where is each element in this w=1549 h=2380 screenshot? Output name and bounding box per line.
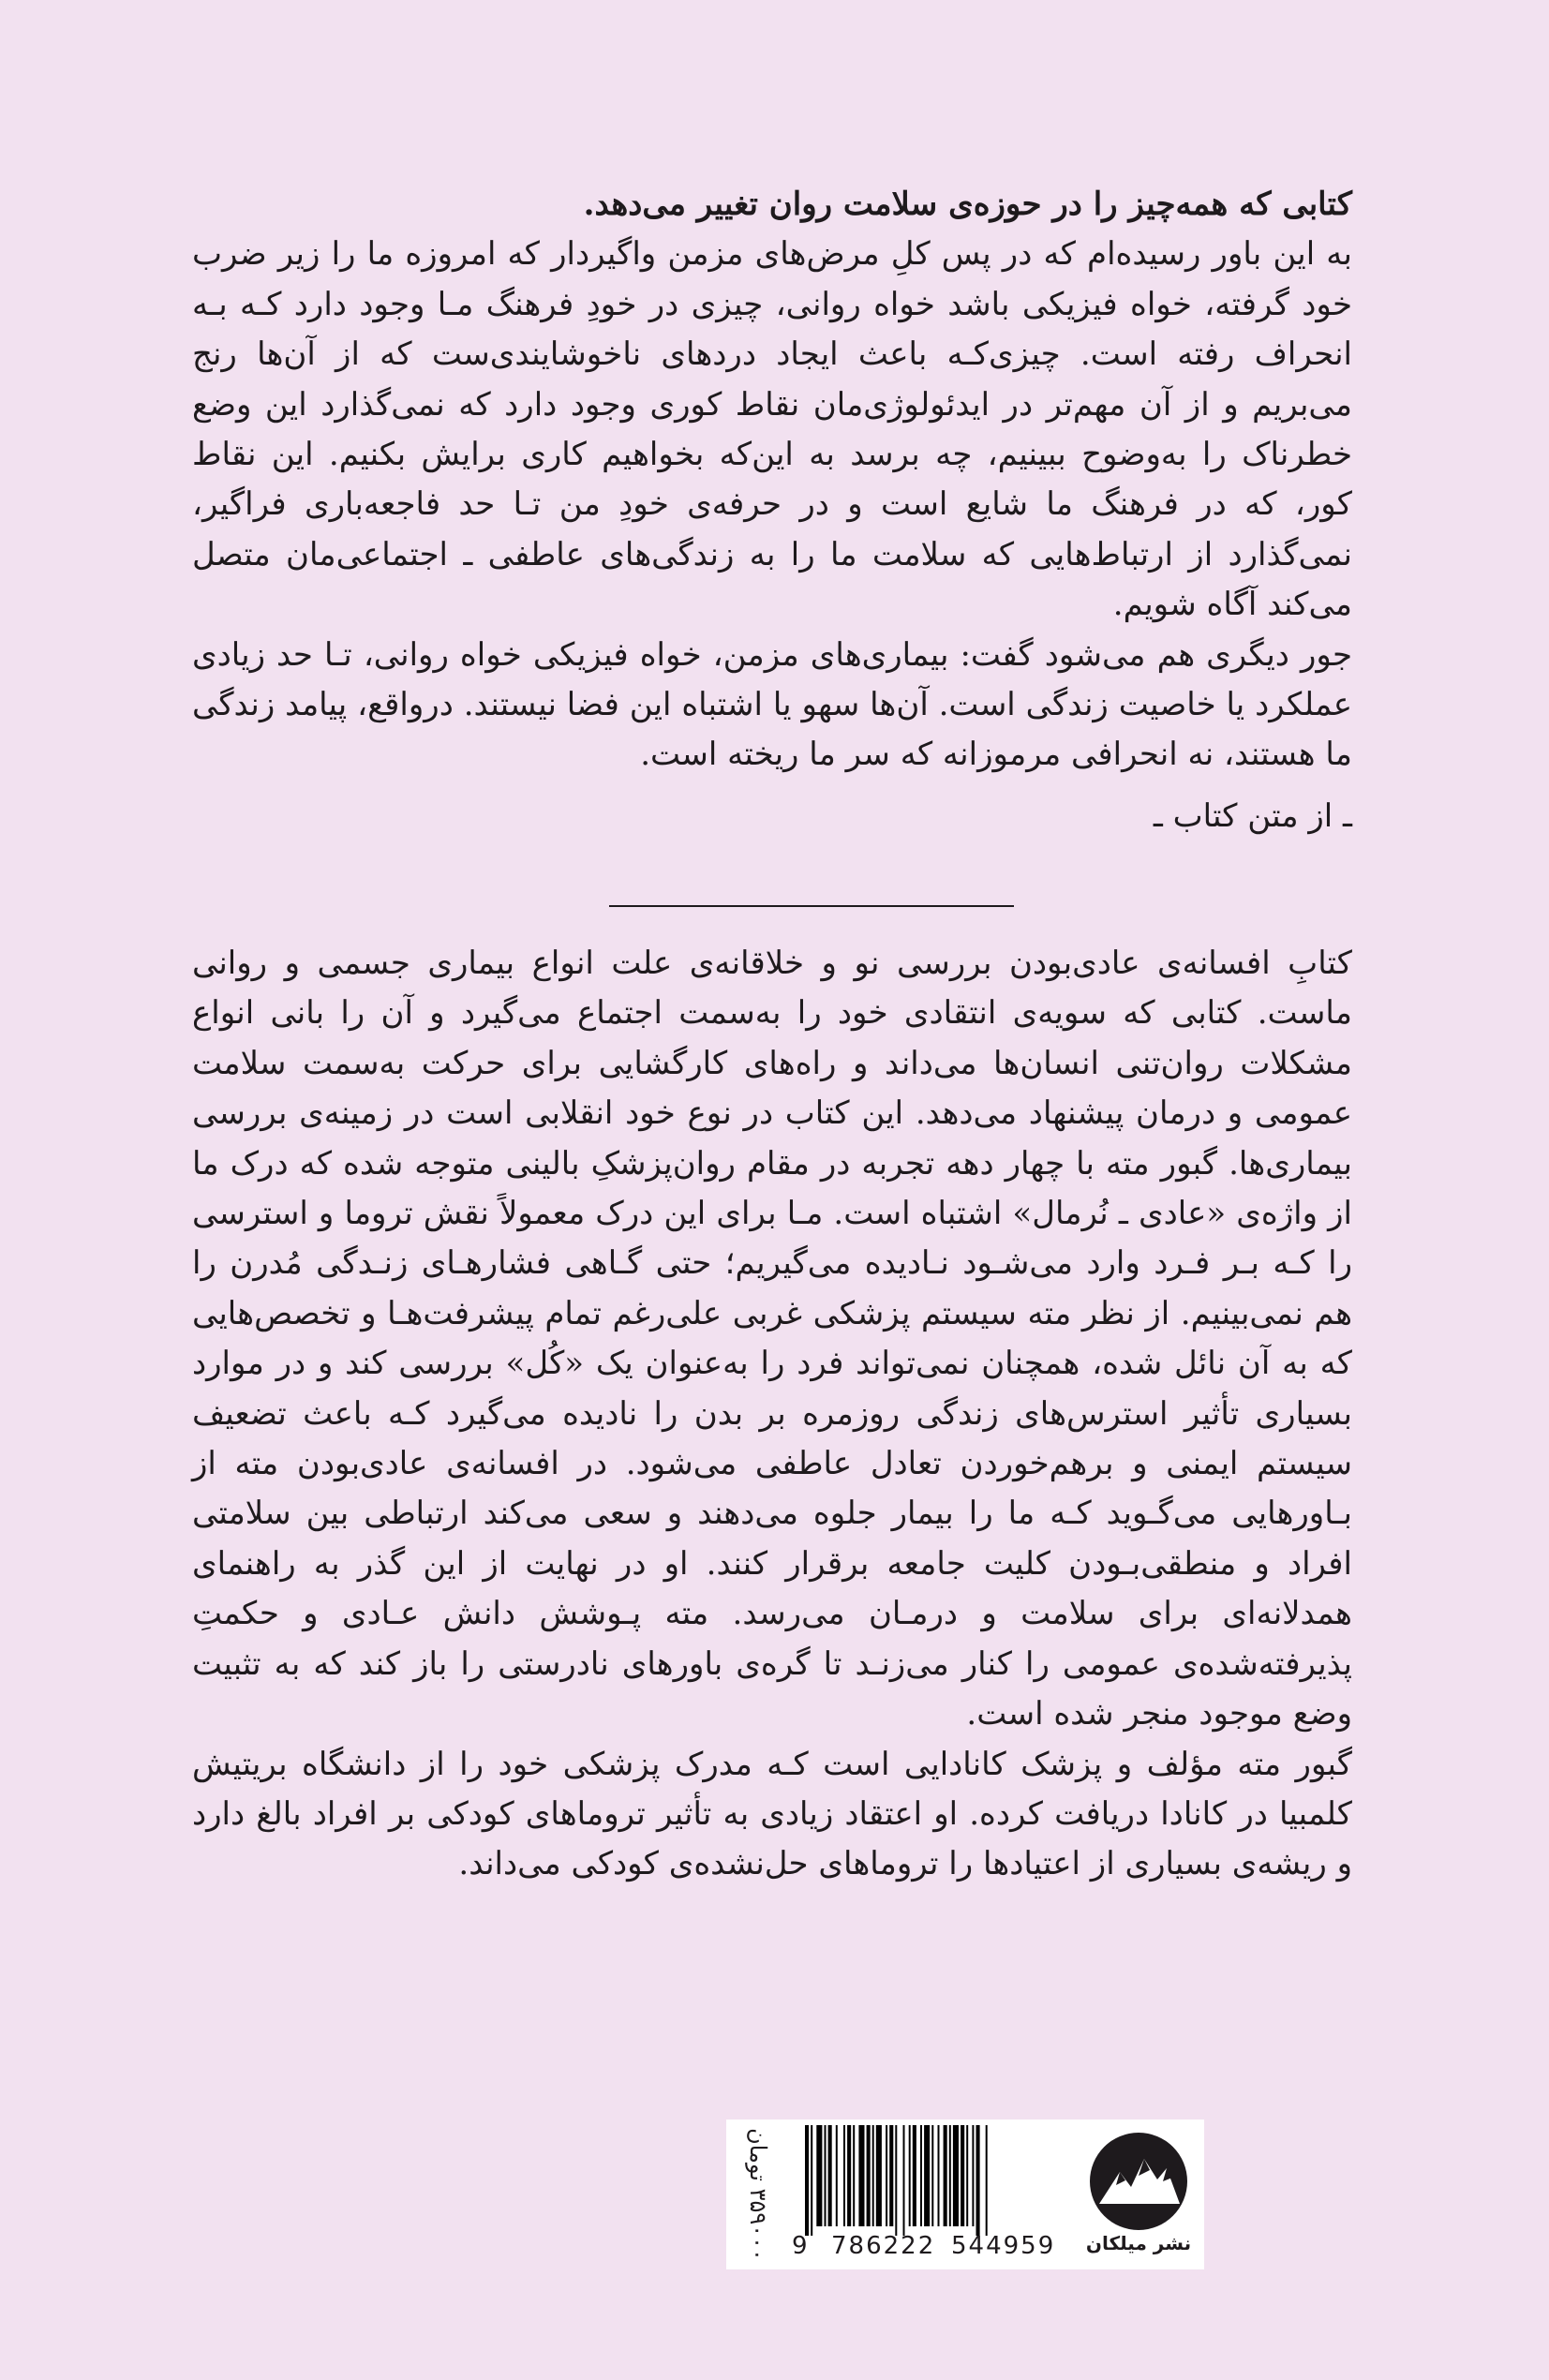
price-label — [732, 2127, 784, 2262]
barcode-icon — [788, 2125, 1069, 2236]
isbn-barcode — [788, 2125, 1069, 2264]
publisher-logo — [1082, 2131, 1195, 2262]
barcode-bar — [876, 2125, 882, 2226]
quote-headline: کتابی که همه‌چیز را در حوزه‌ی سلامت روان تغییر می‌دهد. — [583, 186, 1352, 223]
barcode-bar — [889, 2125, 893, 2226]
barcode-bar — [949, 2125, 951, 2226]
barcode-bar — [858, 2125, 864, 2226]
barcode-bar — [825, 2125, 827, 2226]
barcode-bar — [976, 2125, 980, 2236]
barcode-bar — [867, 2125, 871, 2226]
barcode-bar — [853, 2125, 855, 2226]
barcode-bar — [913, 2125, 916, 2226]
isbn-digit-group: 786222 — [831, 2232, 936, 2260]
mountains-icon — [1088, 2131, 1189, 2232]
barcode-bar — [938, 2125, 940, 2226]
barcode-bar — [828, 2125, 832, 2226]
barcode-bar — [920, 2125, 922, 2226]
barcode-bar — [909, 2125, 911, 2226]
barcode-bar — [924, 2125, 930, 2226]
barcode-bar — [903, 2125, 905, 2236]
barcode-bar — [986, 2125, 988, 2236]
publisher-name: نشر میلکان — [1085, 2232, 1192, 2254]
barcode-bar — [805, 2125, 809, 2236]
barcode-bar — [953, 2125, 959, 2226]
author-bio-paragraph: گبور مته مؤلف و پزشک کانادایی است کـه مدرک پزشکی خود را از دانشگاه بریتیش کلمبیا در کانادا دریافت کرده. او اعتقاد زیادی به تأثیر تروماهای کودکی بر افراد بالغ دارد و ریشه‌ی بسیاری از اعتیادها را تروماهای حل‌نشده‌ی کودکی می‌داند. — [192, 1745, 1352, 1883]
barcode-bar — [816, 2125, 822, 2226]
barcode-footer — [726, 2120, 1204, 2269]
section-divider — [609, 905, 1014, 907]
quote-section — [192, 180, 1352, 841]
barcode-bar — [944, 2125, 947, 2226]
barcode-bar — [843, 2125, 845, 2226]
barcode-bar — [895, 2125, 897, 2236]
quote-source: ـ از متن کتاب ـ — [1153, 796, 1352, 835]
barcode-bar — [966, 2125, 968, 2226]
barcode-bar — [961, 2125, 964, 2226]
price-text: ۳۵۹۰۰۰ تومان — [745, 2128, 771, 2261]
quote-paragraph: جور دیگری هم می‌شود گفت: بیماری‌های مزمن، خواه فیزیکی خواه روانی، تـا حد زیادی عملکرد یا خاصیت زندگی است. آن‌ها سهو یا اشتباه این فضا نیستند. درواقع، پیامد زندگی ما هستند، نه انحرافی مرموزانه که سر ما ریخته است. — [192, 635, 1352, 774]
book-description — [192, 939, 1352, 1890]
barcode-bar — [886, 2125, 887, 2226]
barcode-bar — [811, 2125, 812, 2236]
barcode-bar — [847, 2125, 851, 2226]
quote-paragraph: به این باور رسیده‌ام که در پس کلِ مرض‌های مزمن واگیردار که امروزه ما را زیر ضرب خود گرفته، خواه فیزیکی باشد خواه روانی، چیزی در خودِ فرهنگ مـا وجود دارد کـه بـه انحراف رفته است. چیزی‌کـه باعث ایجاد دردهای ناخوشایندی‌ست که از آن‌ها رنج می‌بریم و از آن مهم‌تر در ایدئولوژی‌مان نقاط کوری وجود دارد که نمی‌گذارد این وضع خطرناک را به‌وضوح ببینیم، چه برسد به این‌که بخواهیم کاری برایش بکنیم. این نقاط کور، که در فرهنگ ما شایع است و در حرفه‌ی خودِ من تـا حد فاجعه‌باری فراگیر، نمی‌گذارد از ارتباط‌هایی که سلامت ما را به زندگی‌های عاطفی ـ اجتماعی‌مان متصل می‌کند آگاه شویم. — [192, 235, 1352, 624]
barcode-bar — [836, 2125, 838, 2226]
barcode-bar — [972, 2125, 974, 2226]
barcode-bar — [931, 2125, 933, 2226]
description-paragraph: کتابِ افسانه‌ی عادی‌بودن بررسی نو و خلاقانه‌ی علت انواع بیماری جسمی و روانی ماست. کتابی که سویه‌ی انتقادی خود را به‌سمت اجتماع می‌گیرد و آن را بانی انواع مشکلات روان‌تنی انسان‌ها می‌داند و راه‌های کارگشایی برای حرکت به‌سمت سلامت عمومی و درمان پیشنهاد می‌دهد. این کتاب در نوع خود انقلابی است در زمینه‌ی بررسی بیماری‌ها. گبور مته با چهار دهه تجربه در مقام روان‌پزشکِ بالینی متوجه شده که درک ما از واژه‌ی «عادی ـ نُرمال» اشتباه است. مـا برای این درک معمولاً نقش تروما و استرسی را کـه بـر فـرد وارد می‌شـود نـادیده می‌گیریم؛ حتی گـاهی فشارهـای زنـدگی مُدرن را هم نمی‌بینیم. از نظر مته سیستم پزشکی غربی علی‌رغم تمام پیشرفت‌هـا و تخصص‌هایی که به آن نائل شده، همچنان نمی‌تواند فرد را به‌عنوان یک «کُل» بررسی کند و در موارد بسیاری تأثیر استرس‌های زندگی روزمره بر بدن را نادیده می‌گیرد کـه باعث تضعیف سیستم ایمنی و برهم‌خوردن تعادل عاطفی می‌شود. در افسانه‌ی عادی‌بودن مته از بـاورهایی می‌گـوید کـه ما را بیمار جلوه می‌دهند و سعی می‌کند ارتباطی بین سلامتی افراد و منطقی‌بـودن کلیت جامعه برقرار کنند. او در نهایت از این گذر به راهنمای همدلانه‌ای برای سلامت و درمـان می‌رسد. مته پـوشش دانش عـادی و حکمتِ پذیرفته‌شده‌ی عمومی را کنار می‌زنـد تا گره‌ی باورهای نادرستی را باز کند که به تثبیت وضع موجود منجر شده است. — [192, 945, 1352, 1733]
barcode-bar — [872, 2125, 874, 2226]
isbn-digit-group: 544959 — [951, 2232, 1056, 2260]
isbn-digit-group: 9 — [792, 2232, 810, 2260]
